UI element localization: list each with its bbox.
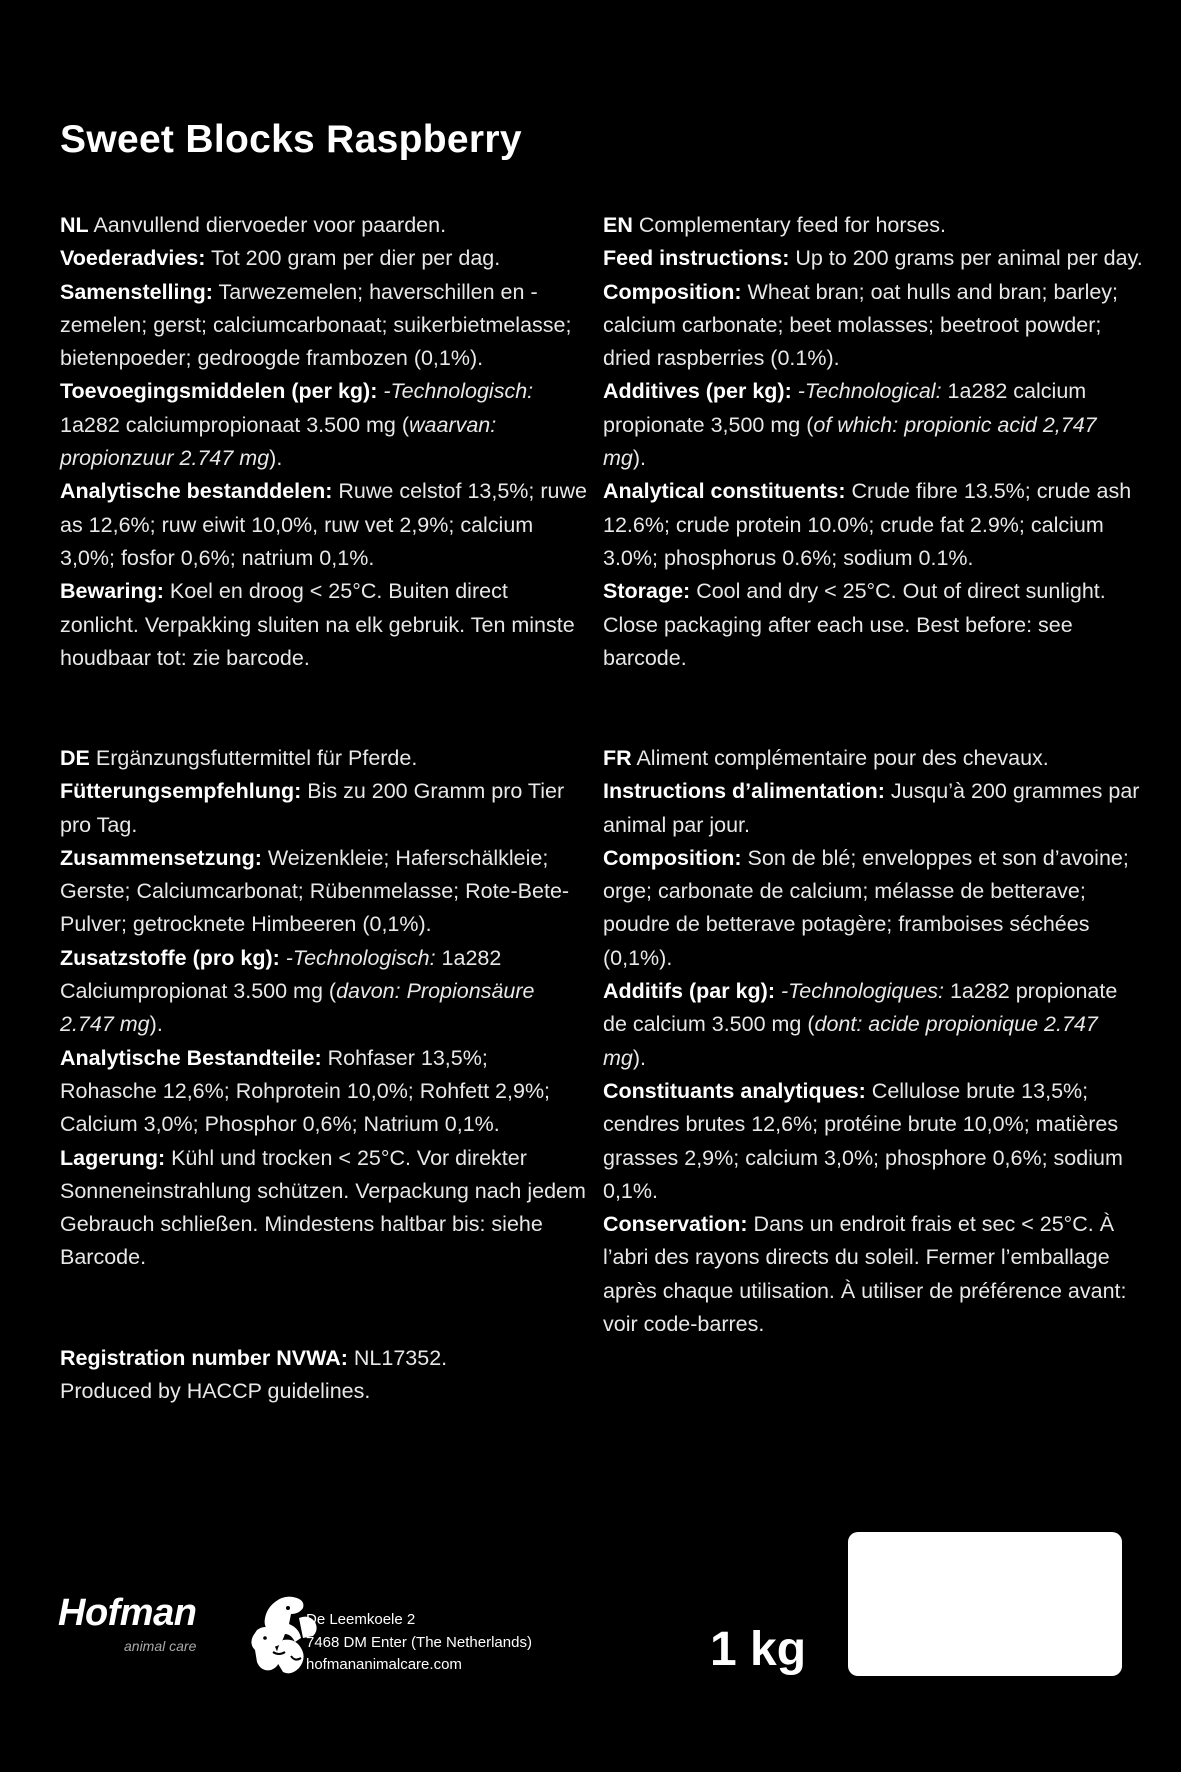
nl-section — [60, 209, 590, 675]
lang-code: NL — [60, 213, 89, 237]
additives-tech: -Technological: — [797, 379, 942, 404]
barcode-label-area — [848, 1532, 1122, 1676]
additives-note: davon: Propionsäure 2.747 mg — [60, 979, 535, 1037]
intro-text: Aliment complémentaire pour des chevaux. — [636, 746, 1049, 770]
composition-text: Son de blé; enveloppes et son d’avoine; orge; carbonate de calcium; mélasse de betterave; poudre de betterave potagère; framboises séchées (0,1%). — [603, 845, 1129, 970]
additives-text: 1a282 calciumpropionaat 3.500 mg ( — [60, 412, 409, 437]
company-address — [306, 1609, 532, 1677]
feed-label: Instructions d’alimentation: — [603, 779, 885, 804]
feed-text: Up to 200 grams per animal per day. — [795, 246, 1143, 271]
product-title: Sweet Blocks Raspberry — [60, 118, 522, 161]
additives-note: of which: propionic acid 2,747 mg — [603, 412, 1097, 471]
additives-close: ). — [632, 1045, 647, 1070]
additives-note: waarvan: propionzuur 2.747 mg — [60, 412, 497, 471]
analytical-label: Analytische Bestandteile: — [60, 1045, 322, 1070]
lang-code: DE — [60, 746, 90, 770]
lang-code: EN — [603, 213, 633, 237]
additives-label: Additifs (par kg): — [603, 979, 775, 1004]
storage-label: Storage: — [603, 579, 691, 604]
haccp-note: Produced by HACCP guidelines. — [60, 1379, 371, 1404]
storage-text: Kühl und trocken < 25°C. Vor direkter Sonneneinstrahlung schützen. Verpackung nach jedem Gebrauch schließen. Mindestens haltbar bis: siehe Barcode. — [60, 1145, 586, 1270]
analytical-text: Crude fibre 13.5%; crude ash 12.6%; crude protein 10.0%; crude fat 2.9%; calcium 3.0%; phosphorus 0.6%; sodium 0.1%. — [603, 479, 1132, 570]
analytical-text: Cellulose brute 13,5%; cendres brutes 12,6%; protéine brute 10,0%; matières grasses 2,9%; calcium 3,0%; phosphore 0,6%; sodium 0,1%. — [603, 1078, 1123, 1203]
additives-tech: -Technologiques: — [780, 979, 944, 1004]
lang-code: FR — [603, 746, 632, 770]
feed-text: Bis zu 200 Gramm pro Tier pro Tag. — [60, 779, 565, 837]
brand-name: Hofman — [58, 1592, 197, 1634]
analytical-label: Constituants analytiques: — [603, 1078, 866, 1103]
composition-text: Tarwezemelen; haverschillen en -zemelen; gerst; calciumcarbonaat; suikerbietmelasse; bietenpoeder; gedroogde frambozen (0,1%). — [60, 279, 572, 371]
additives-tech: -Technologisch: — [383, 379, 534, 404]
feed-label: Voederadvies: — [60, 246, 206, 271]
storage-label: Lagerung: — [60, 1145, 166, 1170]
storage-text: Dans un endroit frais et sec < 25°C. À l’abri des rayons directs du soleil. Fermer l’emballage après chaque utilisation. À utiliser de préférence avant: voir code-barres. — [603, 1212, 1127, 1337]
additives-label: Additives (per kg): — [603, 379, 792, 404]
composition-text: Wheat bran; oat hulls and bran; barley; calcium carbonate; beet molasses; beetroot powder; dried raspberries (0.1%). — [603, 279, 1119, 371]
additives-close: ). — [269, 446, 283, 471]
composition-label: Composition: — [603, 845, 742, 870]
additives-label: Zusatzstoffe (pro kg): — [60, 945, 280, 970]
additives-close: ). — [632, 446, 647, 471]
storage-label: Bewaring: — [60, 579, 164, 604]
additives-tech: -Technologisch: — [285, 945, 436, 970]
intro-text: Ergänzungsfuttermittel für Pferde. — [95, 746, 418, 770]
feed-text: Tot 200 gram per dier per dag. — [210, 246, 501, 271]
address-street: De Leemkoele 2 — [306, 1611, 416, 1628]
intro-text: Aanvullend diervoeder voor paarden. — [93, 213, 447, 237]
registration-label: Registration number NVWA: — [60, 1346, 348, 1370]
registration-number: NL17352. — [353, 1346, 448, 1370]
analytical-label: Analytical constituents: — [603, 479, 846, 504]
analytical-label: Analytische bestanddelen: — [60, 479, 333, 504]
en-section — [603, 209, 1143, 675]
additives-label: Toevoegingsmiddelen (per kg): — [60, 379, 378, 404]
storage-label: Conservation: — [603, 1212, 748, 1237]
feed-text: Jusqu’à 200 grammes par animal par jour. — [603, 779, 1140, 837]
registration-section — [60, 1342, 660, 1409]
brand-logo — [58, 1590, 298, 1690]
feed-label: Fütterungsempfehlung: — [60, 779, 302, 804]
storage-text: Koel en droog < 25°C. Buiten direct zonlicht. Verpakking sluiten na elk gebruik. Ten minste houdbaar tot: zie barcode. — [60, 579, 575, 670]
composition-label: Composition: — [603, 279, 742, 304]
net-weight: 1 kg — [710, 1623, 807, 1676]
analytical-text: Ruwe celstof 13,5%; ruwe as 12,6%; ruw eiwit 10,0%, ruw vet 2,9%; calcium 3,0%; fosfor 0,6%; natrium 0,1%. — [60, 479, 587, 570]
composition-label: Samenstelling: — [60, 279, 213, 304]
analytical-text: Rohfaser 13,5%; Rohasche 12,6%; Rohprotein 10,0%; Rohfett 2,9%; Calcium 3,0%; Phosphor 0,6%; Natrium 0,1%. — [60, 1045, 551, 1137]
additives-note: dont: acide propionique 2.747 mg — [603, 1012, 1098, 1070]
additives-close: ). — [149, 1012, 163, 1037]
composition-text: Weizenkleie; Haferschälkleie; Gerste; Calciumcarbonat; Rübenmelasse; Rote-Bete-Pulver; getrocknete Himbeeren (0,1%). — [60, 845, 570, 937]
intro-text: Complementary feed for horses. — [638, 213, 946, 237]
additives-text: 1a282 propionate de calcium 3.500 mg ( — [603, 979, 1118, 1037]
composition-label: Zusammensetzung: — [60, 845, 262, 870]
feed-label: Feed instructions: — [603, 246, 790, 271]
additives-text: 1a282 calcium propionate 3,500 mg ( — [603, 379, 1087, 437]
additives-text: 1a282 Calciumpropionat 3.500 mg ( — [60, 945, 502, 1004]
storage-text: Cool and dry < 25°C. Out of direct sunlight. Close packaging after each use. Best before: see barcode. — [603, 579, 1106, 670]
address-website: hofmananimalcare.com — [306, 1656, 462, 1673]
brand-tagline: animal care — [124, 1638, 197, 1654]
fr-section — [603, 742, 1143, 1341]
address-city: 7468 DM Enter (The Netherlands) — [306, 1633, 532, 1651]
de-section — [60, 742, 590, 1275]
